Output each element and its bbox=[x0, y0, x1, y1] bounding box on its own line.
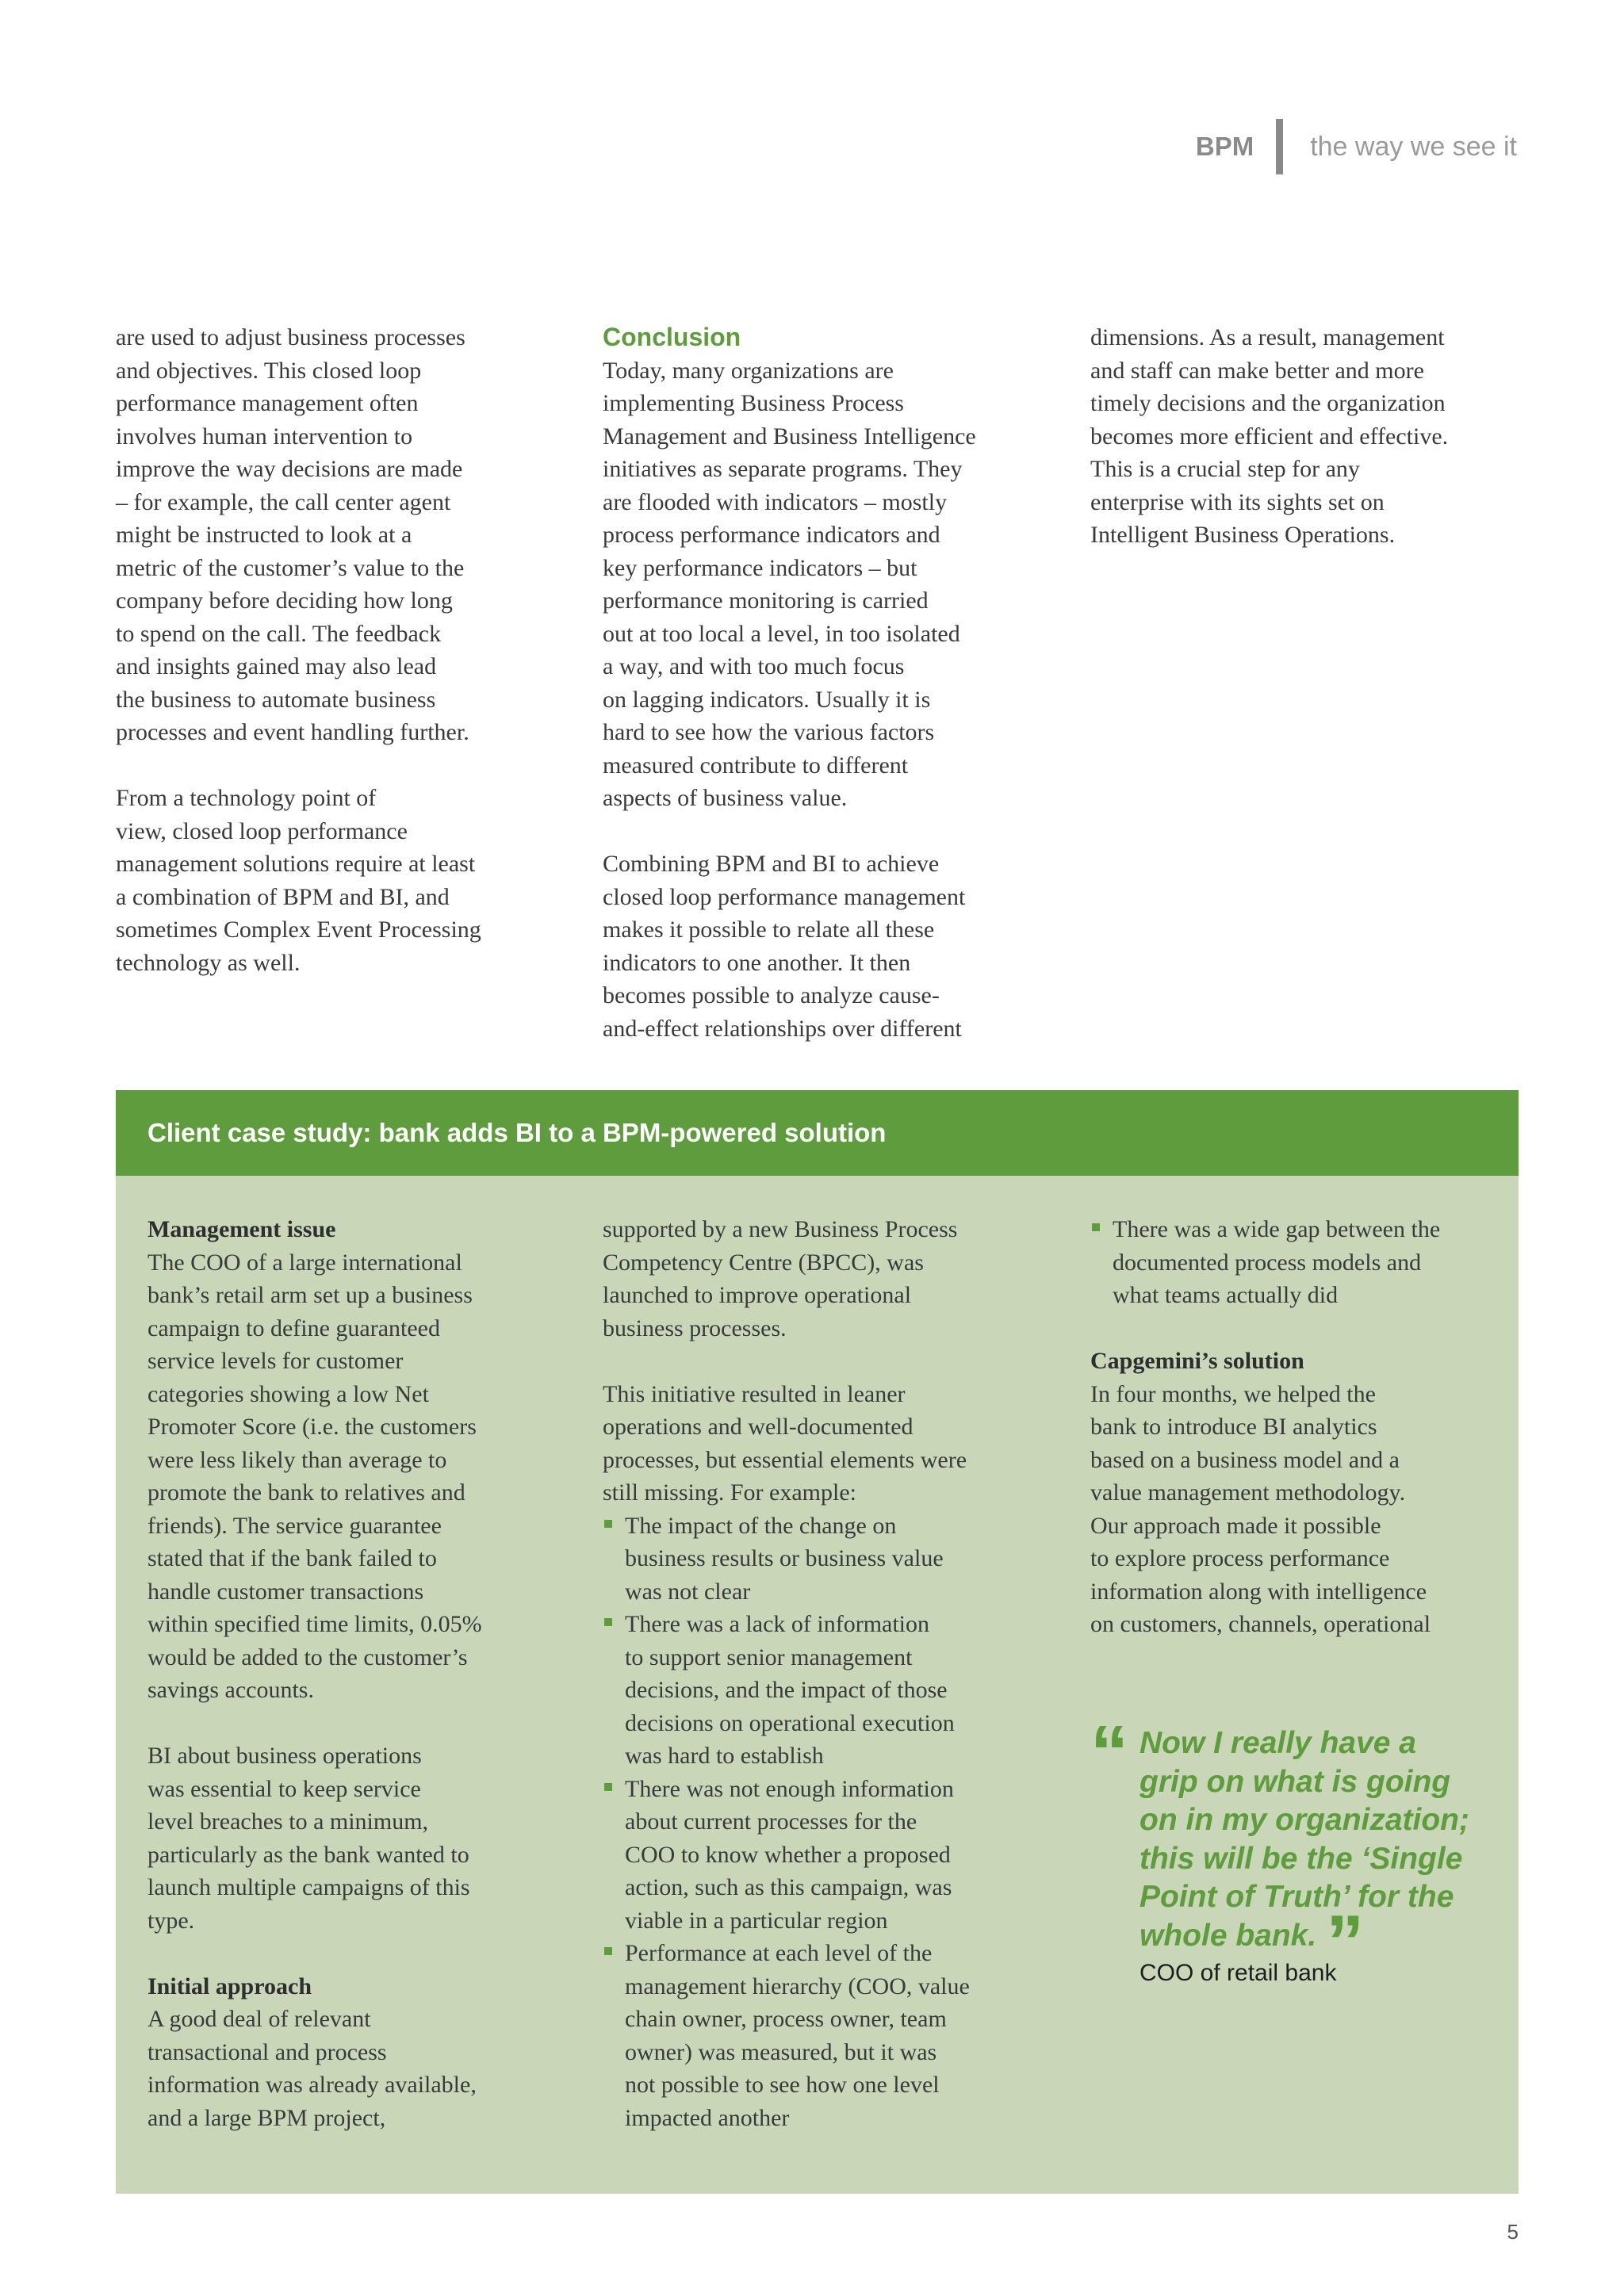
paragraph: are used to adjust business processes and objectives. This closed loop performance management often involves human intervention to improve the way decisions are made – for example, the call center agent might be instructed to look at a metric of the customer’s value to the company before deciding how long to spend on the call. The feedback and insights gained may also lead the business to automate business processes and event handling further. bbox=[116, 324, 469, 745]
subheading-capgemini-solution: Capgemini’s solution bbox=[1090, 1348, 1304, 1374]
subheading-management-issue: Management issue bbox=[147, 1216, 336, 1242]
quote-text: Now I really have a grip on what is going on in my organization; this will be the ‘Single Point of Truth’ for the whole bank. bbox=[1139, 1726, 1469, 1953]
pull-quote: “ Now I really have a grip on what is going on in my organization; this will be the ‘Single Point of Truth’ for the whole bank. ” COO of retail bank bbox=[1090, 1724, 1519, 1987]
paragraph: From a technology point of view, closed loop performance management solutions require at least a combination of BPM and BI, and sometimes Complex Event Processing technology as well. bbox=[116, 785, 481, 976]
page-number: 5 bbox=[1507, 2220, 1519, 2244]
body-column-1 bbox=[116, 321, 560, 979]
paragraph: supported by a new Business Process Competency Centre (BPCC), was launched to improve operational business processes. bbox=[603, 1216, 958, 1341]
paragraph: BI about business operations was essential to keep service level breaches to a minimum, particularly as the bank wanted to launch multiple campaigns of this type. bbox=[147, 1743, 470, 1934]
open-quote-icon: “ bbox=[1090, 1710, 1128, 1795]
case-study-header bbox=[116, 1090, 1519, 1176]
case-column-2 bbox=[603, 1213, 1031, 2134]
list-item: Performance at each level of the management hierarchy (COO, value chain owner, process owner, team owner) was measured, but it was not possible to see how one level impacted another bbox=[603, 1937, 1031, 2134]
list-item: There was a lack of information to support senior management decisions, and the impact of those decisions on operational execution was hard to establish bbox=[603, 1608, 1031, 1773]
paragraph: In four months, we helped the bank to introduce BI analytics based on a business model and a value management methodology. Our approach made it possible to explore process performance information along with intelligence on customers, channels, operational bbox=[1090, 1380, 1431, 1637]
paragraph: A good deal of relevant transactional and process information was already available, and a large BPM project, bbox=[147, 2006, 477, 2131]
body-column-2 bbox=[603, 321, 1047, 1045]
list-item: There was a wide gap between the documented process models and what teams actually did bbox=[1090, 1213, 1503, 1312]
quote-attribution: COO of retail bank bbox=[1139, 1960, 1337, 1986]
paragraph: dimensions. As a result, management and staff can make better and more timely decisions and the organization becomes more efficient and effective. This is a crucial step for any enterprise with its sights set on Intelligent Business Operations. bbox=[1090, 324, 1449, 548]
subheading-initial-approach: Initial approach bbox=[147, 1973, 312, 1999]
case-column-1 bbox=[147, 1213, 560, 2134]
gap-list bbox=[1090, 1213, 1503, 1312]
conclusion-heading: Conclusion bbox=[603, 323, 741, 351]
paragraph: Today, many organizations are implementing Business Process Management and Business Intelligence initiatives as separate programs. They are flooded with indicators – mostly process performance indicators and key performance indicators – but performance monitoring is carried out at too local a level, in too isolated a way, and with too much focus on lagging indicators. Usually it is hard to see how the various factors measured contribute to different aspects of business value. bbox=[603, 357, 976, 811]
list-item: The impact of the change on business results or business value was not clear bbox=[603, 1510, 1031, 1609]
header-brand: BPM bbox=[1195, 132, 1254, 161]
paragraph: The COO of a large international bank’s retail arm set up a business campaign to define guaranteed service levels for customer categories showing a low Net Promoter Score (i.e. the customers were less likely than average to promote the bank to relatives and friends). The service guarantee stated that if the bank failed to handle customer transactions within specified time limits, 0.05% would be added to the customer’s savings accounts. bbox=[147, 1249, 482, 1703]
case-study-panel bbox=[116, 1090, 1519, 2194]
case-column-3 bbox=[1090, 1213, 1503, 1641]
paragraph: Combining BPM and BI to achieve closed loop performance management makes it possible to relate all these indicators to one another. It then becomes possible to analyze cause- and-effect relationships over different bbox=[603, 851, 966, 1042]
paragraph: This initiative resulted in leaner operations and well-documented processes, but essential elements were still missing. For example: bbox=[603, 1380, 967, 1506]
missing-elements-list bbox=[603, 1510, 1031, 2135]
case-study-title: Client case study: bank adds BI to a BPM-powered solution bbox=[147, 1118, 887, 1147]
header-divider bbox=[1276, 119, 1283, 174]
list-item: There was not enough information about current processes for the COO to know whether a proposed action, such as this campaign, was viable in a particular region bbox=[603, 1773, 1031, 1938]
page-header bbox=[1196, 119, 1517, 174]
header-tagline: the way we see it bbox=[1310, 131, 1517, 162]
body-column-3 bbox=[1090, 321, 1534, 552]
